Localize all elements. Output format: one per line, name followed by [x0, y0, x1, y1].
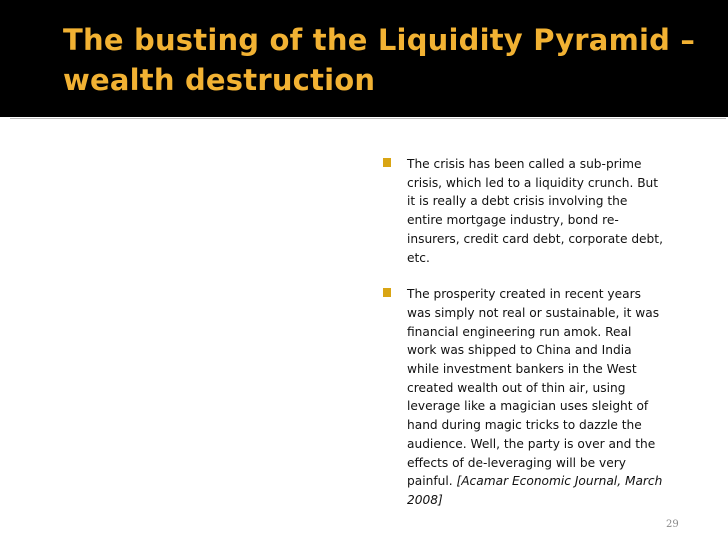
- citation: [Acamar Economic Journal, March 2008]: [407, 474, 663, 507]
- title-bar: [0, 0, 728, 117]
- title-divider: [10, 118, 726, 119]
- bullet-list: [383, 155, 663, 528]
- bullet-text: The crisis has been called a sub-prime crisis, which led to a liquidity crunch. But it is really a debt crisis involving the entire mortgage industry, bond re-insurers, credit card debt, corporate debt, etc.: [407, 157, 663, 265]
- page-number: 29: [666, 519, 679, 530]
- bullet-item: [383, 285, 663, 509]
- bullet-text: The prosperity created in recent years was simply not real or sustainable, it was financial engineering run amok. Real work was shipped to China and India while investment bankers in the West created wealth out of thin air, using leverage like a magician uses sleight of hand during magic tricks to dazzle the audience. Well, the party is over and the effects of de-leveraging will be very painful.: [407, 287, 660, 489]
- square-bullet-icon: [383, 158, 391, 167]
- square-bullet-icon: [383, 288, 391, 297]
- bullet-item: [383, 155, 663, 267]
- slide-title: The busting of the Liquidity Pyramid – wealth destruction: [63, 23, 696, 97]
